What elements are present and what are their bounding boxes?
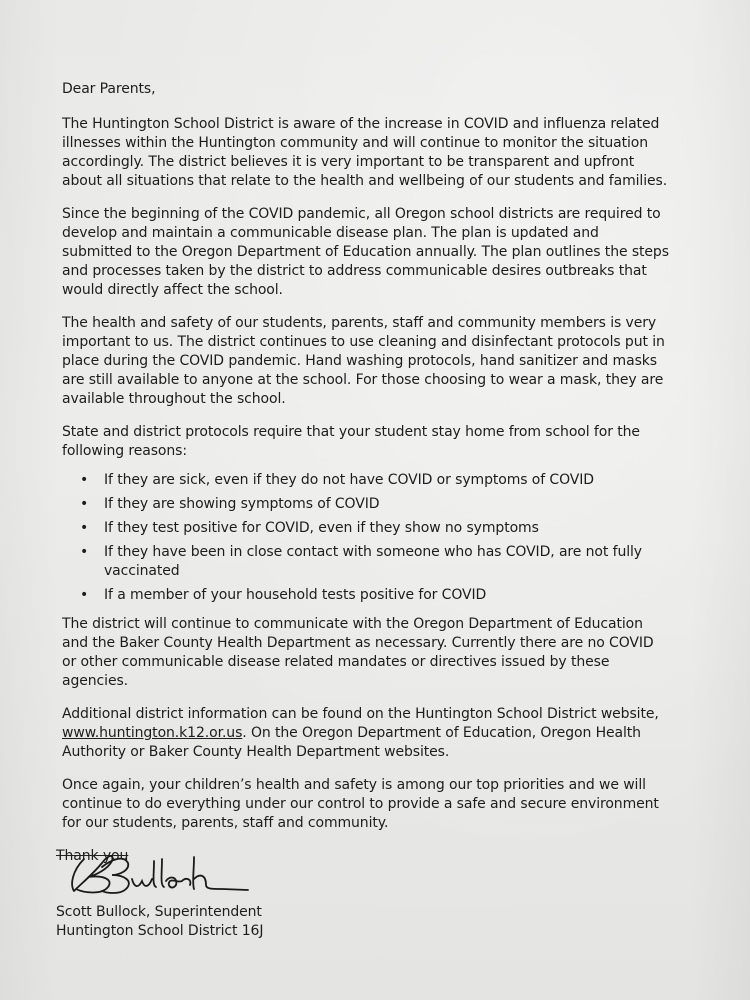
info-text-end: . On the Oregon Department of Education, Oregon Health Authority or Baker County Health Department websites. — [62, 725, 641, 760]
signer-organization: Huntington School District 16J — [56, 923, 264, 939]
reasons-list — [62, 471, 672, 605]
greeting: Dear Parents, — [62, 81, 156, 97]
signer-name: Scott Bullock, Superintendent — [56, 904, 262, 920]
bullet-icon: • — [80, 496, 89, 512]
info-text-start: Additional district information can be found on the Huntington School District website, — [62, 706, 659, 722]
paragraph-closing: Once again, your children’s health and safety is among our top priorities and we will continue to do everything under our control to provide a safe and secure environment for our students, parents, staff and community. — [62, 777, 659, 831]
paragraph-awareness: The Huntington School District is aware of the increase in COVID and influenza related illnesses within the Huntington community and will continue to monitor the situation accordingly. The district believes it is very important to be transparent and upfront about all situations that relate to the health and wellbeing of our students and families. — [62, 116, 668, 189]
letter-body — [56, 66, 672, 947]
paragraph-protocols: State and district protocols require that your student stay home from school for the following reasons: — [62, 424, 640, 459]
paragraph-health-safety: The health and safety of our students, parents, staff and community members is very important to us. The district continues to use cleaning and disinfectant protocols put in place during the COVID pandemic. Hand washing protocols, hand sanitizer and masks are still available to anyone at the school. For those choosing to wear a mask, they are available throughout the school. — [62, 315, 665, 407]
list-item — [80, 519, 672, 538]
bullet-icon: • — [80, 544, 89, 560]
bullet-icon: • — [80, 472, 89, 488]
paragraph-communication: The district will continue to communicate with the Oregon Department of Education and the Baker County Health Department as necessary. Currently there are no COVID or other communicable disease related mandates or directives issued by these agencies. — [62, 616, 654, 689]
list-item — [80, 543, 672, 581]
reason-text: If they have been in close contact with someone who has COVID, are not fully vaccinated — [104, 544, 642, 579]
list-item — [80, 471, 672, 490]
reason-text: If they are sick, even if they do not have COVID or symptoms of COVID — [104, 472, 594, 488]
handwritten-signature — [62, 841, 252, 901]
signature-block — [56, 841, 672, 947]
reason-text: If they are showing symptoms of COVID — [104, 496, 380, 512]
paragraph-disease-plan: Since the beginning of the COVID pandemic, all Oregon school districts are required to develop and maintain a communicable disease plan. The plan is updated and submitted to the Oregon Department of Education annually. The plan outlines the steps and processes taken by the district to address communicable desires outbreaks that would directly affect the school. — [62, 206, 669, 298]
bullet-icon: • — [80, 587, 89, 603]
signer-block — [56, 903, 263, 941]
closing-thank-you: Thank you — [56, 848, 129, 864]
list-item — [80, 495, 672, 514]
district-website-link[interactable]: www.huntington.k12.or.us — [62, 725, 243, 741]
signature-label: Bulloch — [62, 841, 65, 842]
reason-text: If a member of your household tests positive for COVID — [104, 587, 487, 603]
list-item — [80, 586, 672, 605]
bullet-icon: • — [80, 520, 89, 536]
reason-text: If they test positive for COVID, even if they show no symptoms — [104, 520, 539, 536]
paragraph-additional-info — [62, 705, 672, 762]
